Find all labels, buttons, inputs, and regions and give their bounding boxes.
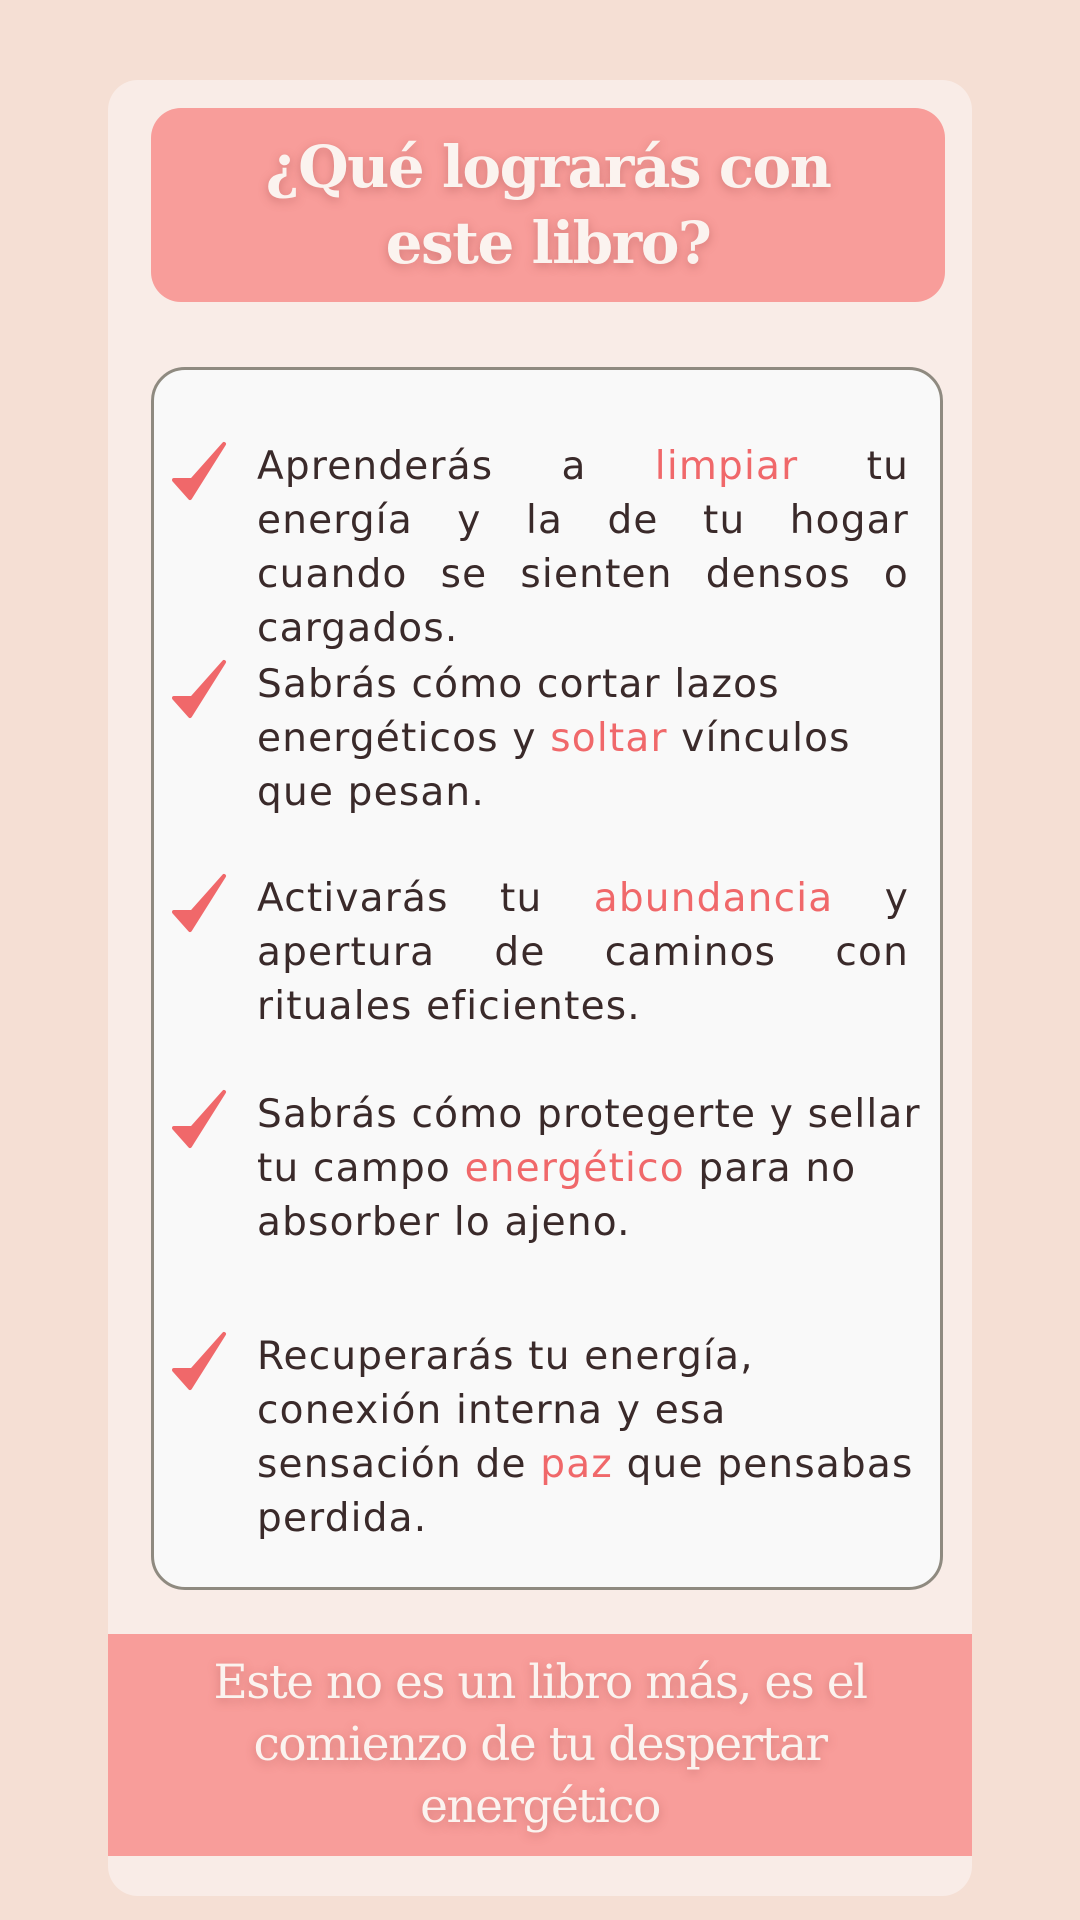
benefit-text: Activarás tu abundancia y apertura de caminos con rituales eficientes. (257, 876, 909, 1029)
benefit-highlight: abundancia (593, 876, 834, 921)
benefit-highlight: soltar (550, 716, 668, 761)
benefit-highlight: limpiar (654, 444, 799, 489)
benefit-highlight: energético (464, 1146, 685, 1191)
benefit-highlight: paz (540, 1442, 613, 1487)
check-icon (168, 1088, 230, 1158)
footer-banner (108, 1634, 972, 1856)
check-icon (168, 1330, 230, 1400)
page-title: ¿Qué lograrás con este libro? (265, 133, 831, 277)
benefit-text: Aprenderás a limpiar tu energía y la de tu hogar cuando se sienten densos o cargados. (257, 444, 909, 651)
benefit-text: Sabrás cómo protegerte y sellar tu campo energético para no absorber lo ajeno. (257, 1092, 921, 1245)
title-banner (151, 108, 945, 302)
check-icon (168, 658, 230, 728)
benefit-text: Sabrás cómo cortar lazos energéticos y soltar vínculos que pesan. (257, 662, 851, 815)
check-icon (168, 440, 230, 510)
benefit-text: Recuperarás tu energía, conexión interna y esa sensación de paz que pensabas perdida. (257, 1334, 914, 1541)
footer-message: Este no es un libro más, es el comienzo de tu despertar energético (213, 1655, 867, 1834)
benefits-list (151, 367, 943, 1590)
check-icon (168, 872, 230, 942)
